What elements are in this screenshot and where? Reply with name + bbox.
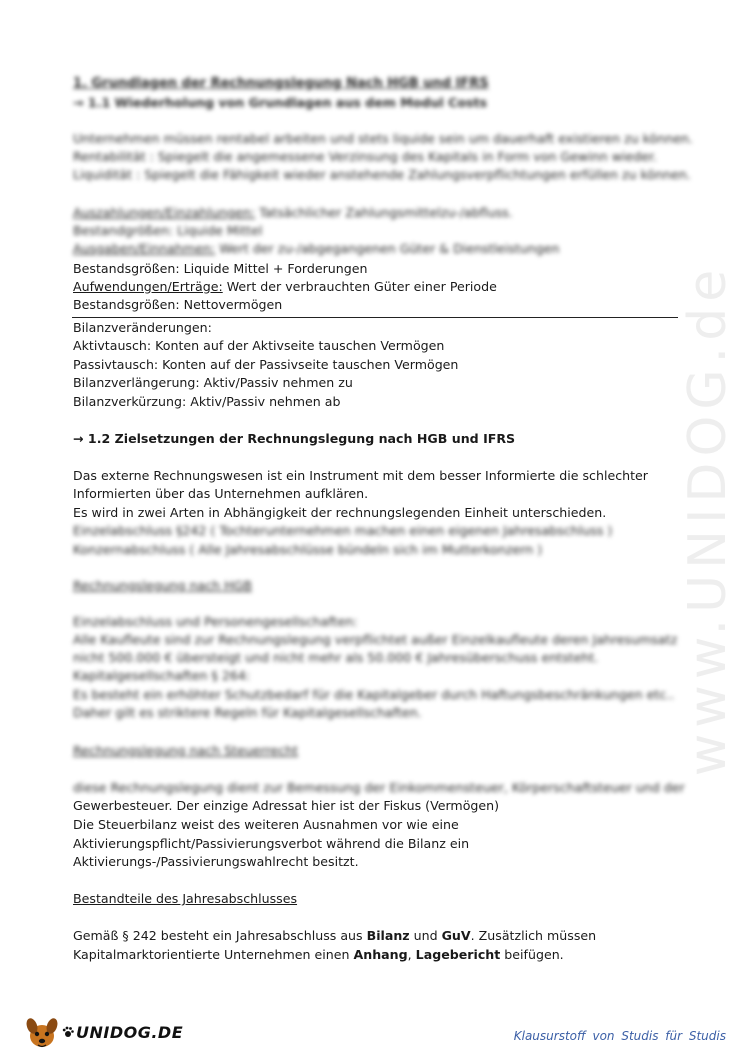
intro-line: Unternehmen müssen rentabel arbeiten und stets liquide sein um dauerhaft existieren zu können. (73, 131, 693, 146)
bilanz-line: Bilanzverkürzung: Aktiv/Passiv nehmen ab (73, 394, 341, 409)
dog-icon (22, 1012, 62, 1052)
logo-text: UNIDOG.DE (76, 1022, 184, 1042)
hgb-line: Einzelabschluss und Personengesellschaften: (73, 614, 358, 629)
intro-line: Rentabilität : Spiegelt die angemessene Verzinsung des Kapitals in Form von Gewinn wieder. (73, 149, 658, 164)
steuer-line: Aktivierungs-/Passivierungswahlrecht besitzt. (73, 854, 359, 869)
hgb-line: Es besteht ein erhöhter Schutzbedarf für die Kapitalgeber durch Haftungsbeschränkungen etc.. (73, 687, 675, 702)
intro-line: Liquidität : Spiegelt die Fähigkeit wieder anstehende Zahlungsverpflichtungen erfüllen zu können. (73, 167, 691, 182)
steuer-line: Gewerbesteuer. Der einzige Adressat hier ist der Fiskus (Vermögen) (73, 798, 500, 813)
bestandteile-line (73, 927, 596, 945)
steuer-heading: Rechnungslegung nach Steuerrecht (73, 743, 299, 758)
footer-slogan: Klausurstoff von Studis für Studis (513, 1029, 726, 1043)
section-1-2-title: → 1.2 Zielsetzungen der Rechnungslegung nach HGB und IFRS (73, 431, 516, 446)
ausgaben-label: Ausgaben/Einnahmen: (73, 241, 216, 256)
section-2-blurred-line: Konzernabschluss ( Alle Jahresabschlüsse bündeln sich im Mutterkonzern ) (73, 542, 543, 557)
watermark: www.UNIDOG.de (678, 263, 738, 777)
hgb-line: nicht 500.000 € übersteigt und nicht mehr als 50.000 € Jahresüberschuss entsteht. (73, 650, 599, 665)
steuer-line: Aktivierungspflicht/Passivierungsverbot während die Bilanz ein (73, 836, 470, 851)
auszahlungen-text: Tatsächlicher Zahlungsmittelzu-/abfluss. (255, 205, 513, 220)
auszahlungen-label: Auszahlungen/Einzahlungen: (73, 205, 256, 220)
steuer-line: Die Steuerbilanz weist des weiteren Ausnahmen vor wie eine (73, 817, 459, 832)
bold-term: Lagebericht (415, 947, 501, 962)
text-run: , (407, 947, 416, 962)
bilanz-line: Passivtausch: Konten auf der Passivseite tauschen Vermögen (73, 357, 459, 372)
divider-line (72, 317, 678, 318)
bestand-line: Bestandsgrößen: Liquide Mittel + Forderungen (73, 261, 368, 276)
ausgaben-line (73, 240, 559, 258)
ausgaben-text: Wert der zu-/abgegangenen Güter & Dienstleistungen (215, 241, 560, 256)
bilanz-line: Bilanzverlängerung: Aktiv/Passiv nehmen zu (73, 375, 353, 390)
text-run: Kapitalmarktorientierte Unternehmen einen (73, 947, 354, 962)
unidog-logo (22, 1012, 183, 1052)
aufwendungen-label: Aufwendungen/Erträge: (73, 279, 223, 294)
text-run: und (409, 928, 442, 943)
section-1-1-title: → 1.1 Wiederholung von Grundlagen aus dem Modul Costs (73, 95, 488, 110)
text-run: . Zusätzlich müssen (470, 928, 597, 943)
aufwendungen-line (73, 278, 497, 296)
bilanz-line: Aktivtausch: Konten auf der Aktivseite tauschen Vermögen (73, 338, 445, 353)
text-run: Gemäß § 242 besteht ein Jahresabschluss aus (73, 928, 367, 943)
hgb-line: Alle Kaufleute sind zur Rechnungslegung verpflichtet außer Einzelkaufleute deren Jahresumsatz (73, 632, 678, 647)
section-2-line: Das externe Rechnungswesen ist ein Instrument mit dem besser Informierte die schlechter (73, 468, 648, 483)
bestandteile-line (73, 946, 564, 964)
section-2-line: Informierten über das Unternehmen aufklären. (73, 486, 369, 501)
bilanz-line: Bilanzveränderungen: (73, 320, 212, 335)
aufwendungen-text: Wert der verbrauchten Güter einer Periode (222, 279, 497, 294)
bestandteile-heading: Bestandteile des Jahresabschlusses (73, 891, 298, 906)
bold-term: GuV (441, 928, 471, 943)
bold-term: Bilanz (366, 928, 410, 943)
auszahlungen-line (73, 204, 513, 222)
text-run: beifügen. (500, 947, 564, 962)
paw-icon (62, 1026, 74, 1038)
bold-term: Anhang (353, 947, 408, 962)
section-2-line: Es wird in zwei Arten in Abhängigkeit der rechnungslegenden Einheit unterschieden. (73, 505, 607, 520)
hgb-heading: Rechnungslegung nach HGB (73, 578, 253, 593)
steuer-blurred-line: diese Rechnungslegung dient zur Bemessung der Einkommensteuer, Körperschaftsteuer und der (73, 780, 685, 795)
hgb-line: Kapitalgesellschaften § 264: (73, 668, 251, 683)
hgb-line: Daher gilt es striktere Regeln für Kapitalgesellschaften. (73, 705, 422, 720)
document-title: 1. Grundlagen der Rechnungslegung Nach HGB und IFRS (73, 76, 489, 91)
bestand-line: Bestandsgrößen: Nettovermögen (73, 297, 283, 312)
section-2-blurred-line: Einzelabschluss §242 ( Tochterunternehmen machen einen eigenen Jahresabschluss ) (73, 523, 613, 538)
bestand-line: Bestandgrößen: Liquide Mittel (73, 223, 263, 238)
